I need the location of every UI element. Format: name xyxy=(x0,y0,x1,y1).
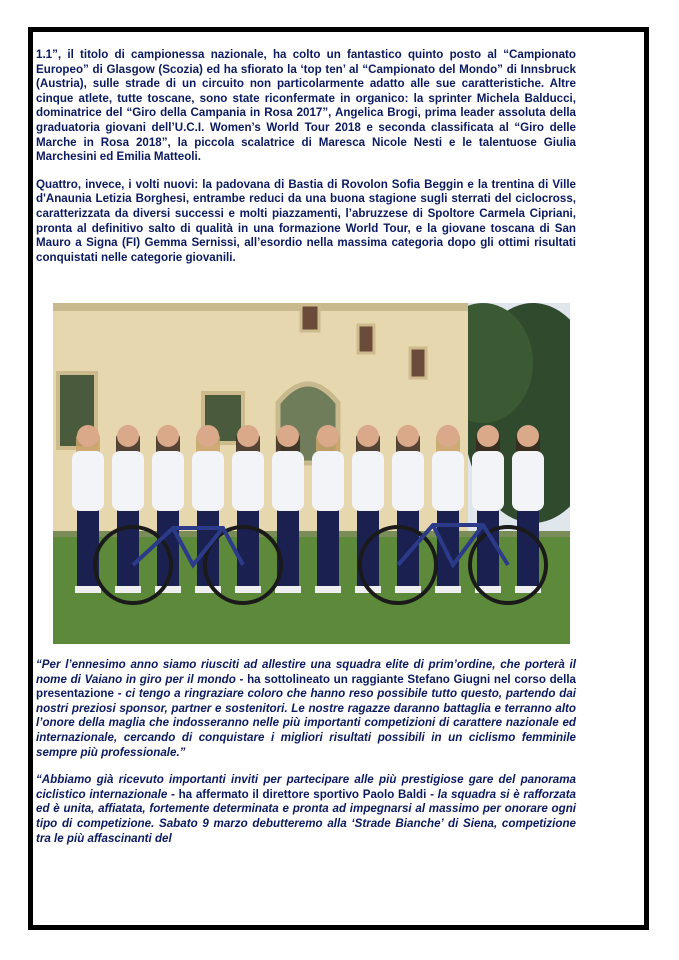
article-body-bottom xyxy=(36,658,576,846)
paragraph-2: Quattro, invece, i volti nuovi: la padovana di Bastia di Rovolon Sofia Beggin e la trentina di Ville d'Anaunia Letizia Borghesi, entrambe reduci da una buona stagione sugli sterrati del ciclocross, caratterizzata da diversi successi e molti piazzamenti, l’abruzzese di Spoltore Carmela Cipriani, pronta al definitivo salto di qualità in una formazione World Tour, e la giovane toscana di San Mauro a Signa (FI) Gemma Sernissi, all’esordio nella massima categoria dopo gli ottimi risultati conquistati nelle categorie giovanili. xyxy=(36,177,576,264)
quote-baldi-part-1: “Abbiamo già ricevuto importanti inviti per partecipare alle più prestigiose gare del panorama ciclistico internazionale xyxy=(36,773,576,801)
quote-giugni-part-2: ci tengo a ringraziare coloro che hanno reso possibile tutto questo, partendo dai nostri preziosi sponsor, partner e sostenitori. Le nostre ragazze daranno battaglia e terranno alto l’onore della maglia che indosseranno nelle più importanti competizioni di carattere nazionale ed internazionale, cercando di conquistare i migliori risultati possibili in un ciclismo femminile sempre più professionale.” xyxy=(36,687,576,759)
quote-baldi-part-2: la squadra si è rafforzata ed è unita, affiatata, fortemente determinata e pronta ad impegnarsi al massimo per onorare ogni tipo di competizione. Sabato 9 marzo debutteremo alla ‘Strade Bianche’ di Siena, competizione tra le più affascinanti del xyxy=(36,787,577,845)
quote-giugni-attribution: - ha sottolineato un raggiante Stefano Giugni nel corso della presentazione - xyxy=(36,672,576,701)
team-photo xyxy=(53,303,570,644)
article-body-top xyxy=(36,48,576,265)
quote-giugni xyxy=(36,658,576,760)
quote-baldi xyxy=(36,773,576,846)
paragraph-1: 1.1”, il titolo di campionessa nazionale, ha colto un fantastico quinto posto al “Campionato Europeo” di Glasgow (Scozia) ed ha sfiorato la ‘top ten’ al “Campionato del Mondo” di Innsbruck (Austria), sulle strade di un circuito non particolarmente adatto alle sue caratteristiche. Altre cinque atlete, tutte toscane, sono state riconfermate in organico: la sprinter Michela Balducci, dominatrice del “Giro della Campania in Rosa 2017”, Angelica Brogi, prima leader assoluta della graduatoria giovani dell’U.C.I. Women’s World Tour 2018 e seconda classificata al “Giro delle Marche in Rosa 2018”, la piccola scalatrice di Maresca Nicole Nesti e le talentuose Giulia Marchesini ed Emilia Matteoli. xyxy=(36,48,576,164)
quote-baldi-attribution: - ha affermato il direttore sportivo Paolo Baldi - xyxy=(167,787,438,801)
quote-giugni-part-1: “Per l’ennesimo anno siamo riusciti ad allestire una squadra elite di prim’ordine, che porterà il nome di Vaiano in giro per il mondo xyxy=(36,658,576,686)
